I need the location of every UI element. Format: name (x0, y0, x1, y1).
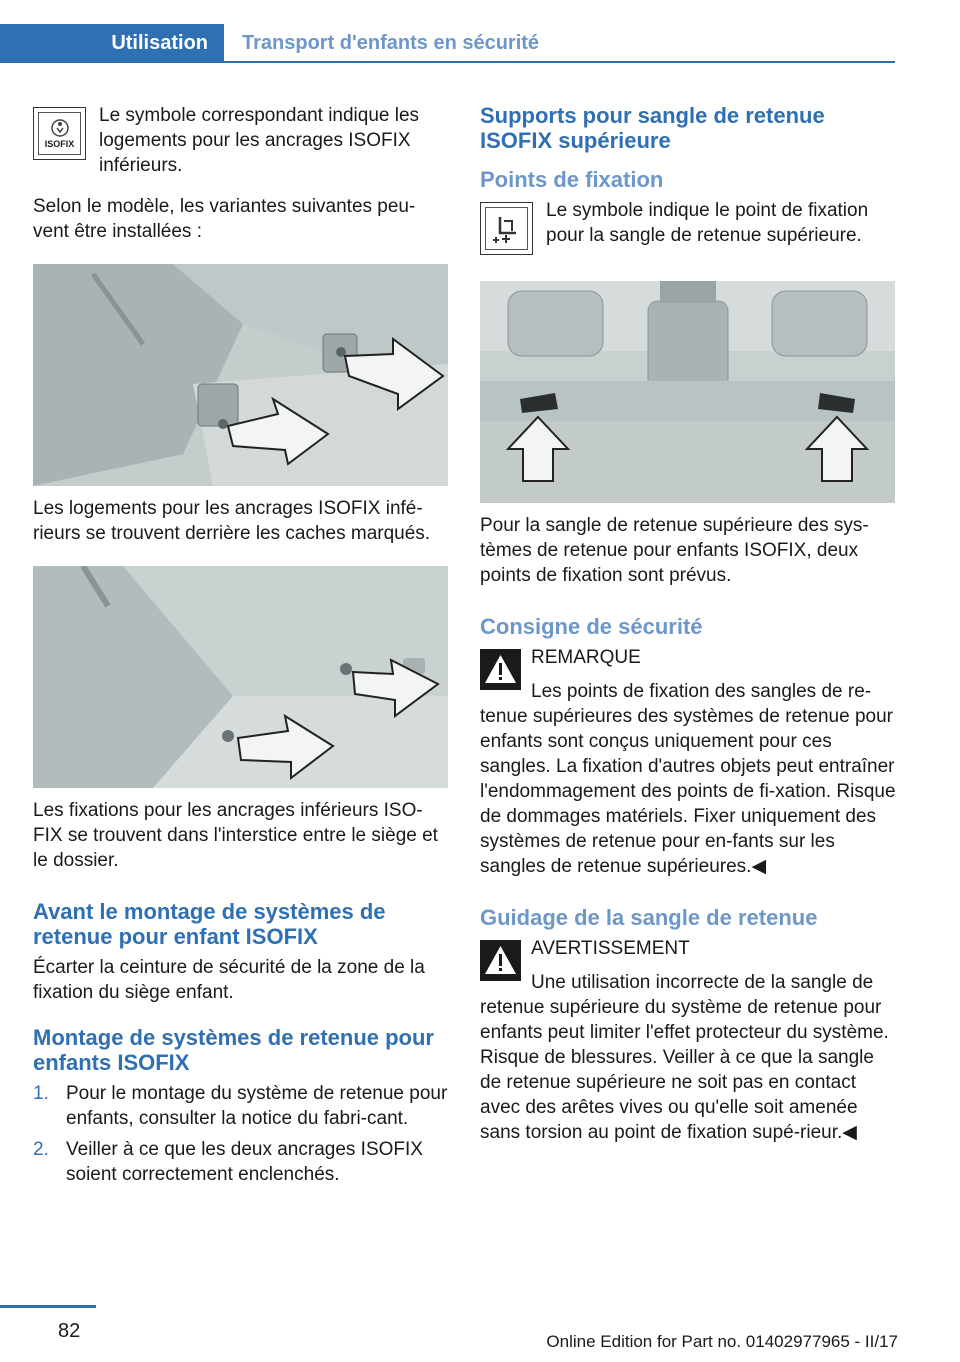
isofix-symbol-label: ISOFIX (44, 138, 75, 149)
caption-top-tether: Pour la sangle de retenue supérieure des sys-tèmes de retenue pour enfants ISOFIX, deux points de fixation sont prévus. (480, 515, 869, 586)
right-column (480, 103, 898, 1145)
isofix-covers-photo (33, 264, 448, 486)
list-item (33, 1081, 448, 1131)
footer-divider (0, 1305, 96, 1308)
anchor-symbol-row (480, 198, 898, 255)
isofix-symbol-icon (33, 107, 86, 160)
heading-supports: Supports pour sangle de retenue ISOFIX supérieure (480, 103, 825, 153)
note-text: Les points de fixation des sangles de re-tenue supérieures des systèmes de retenue pour enfants sont conçus uniquement pour ces sangles. La fixation d'autres objets peut entraîner l'endommagement des points de fi-xation. Risque de dommages matériels. Fixer uniquement des systèmes de retenue pour en-fants sur les sangles de retenue supérieures.◀ (480, 681, 896, 877)
warning-label: AVERTISSEMENT (531, 938, 690, 959)
warning-triangle-icon (480, 649, 521, 690)
page-header (0, 24, 895, 62)
heading-before-mounting: Avant le montage de systèmes de retenue pour enfant ISOFIX (33, 899, 386, 949)
variants-text: Selon le modèle, les variantes suivantes peu-vent être installées : (33, 196, 416, 242)
heading-strap-guidance: Guidage de la sangle de retenue (480, 905, 818, 930)
caption-gap: Les fixations pour les ancrages inférieurs ISO-FIX se trouvent dans l'interstice entre le siège et le dossier. (33, 800, 438, 871)
heading-anchor-points: Points de fixation (480, 167, 664, 192)
top-tether-photo (480, 281, 895, 503)
isofix-gap-photo (33, 566, 448, 788)
anchor-symbol-text: Le symbole indique le point de fixation pour la sangle de retenue supérieure. (546, 200, 869, 246)
chapter-title: Transport d'enfants en sécurité (242, 31, 540, 54)
header-divider (0, 61, 895, 63)
caption-covers: Les logements pour les ancrages ISOFIX infé-rieurs se trouvent derrière les caches marqués. (33, 498, 431, 544)
mounting-steps (33, 1081, 448, 1187)
step-text: Veiller à ce que les deux ancrages ISOFIX soient correctement enclenchés. (66, 1139, 423, 1185)
warning-triangle-icon (480, 940, 521, 981)
section-tab: Utilisation (0, 24, 224, 62)
step-text: Pour le montage du système de retenue pour enfants, consulter la notice du fabri-cant. (66, 1083, 448, 1129)
step-number: 1. (33, 1083, 49, 1104)
list-item (33, 1137, 448, 1187)
heading-mounting: Montage de systèmes de retenue pour enfants ISOFIX (33, 1025, 434, 1075)
note-label: REMARQUE (531, 647, 641, 668)
warning-text: Une utilisation incorrecte de la sangle de retenue supérieure du système de retenue pour enfants peut limiter l'effet protecteur du système. Risque de blessures. Veiller à ce que la sangle de retenue supérieure ne soit pas en contact avec des arêtes vives ou qu'elle soit amenée sans torsion au point de fixation supé-rieur.◀ (480, 972, 889, 1143)
page-number: 82 (58, 1320, 81, 1342)
isofix-symbol-row (33, 103, 448, 178)
before-mounting-text: Écarter la ceinture de sécurité de la zone de la fixation du siège enfant. (33, 957, 425, 1003)
anchor-symbol-icon (480, 202, 533, 255)
left-column (33, 103, 448, 1193)
heading-safety-note: Consigne de sécurité (480, 614, 703, 639)
isofix-symbol-text: Le symbole correspondant indique les logements pour les ancrages ISOFIX inférieurs. (99, 105, 420, 176)
step-number: 2. (33, 1139, 49, 1160)
edition-note: Online Edition for Part no. 01402977965 - II/17 (546, 1332, 898, 1351)
